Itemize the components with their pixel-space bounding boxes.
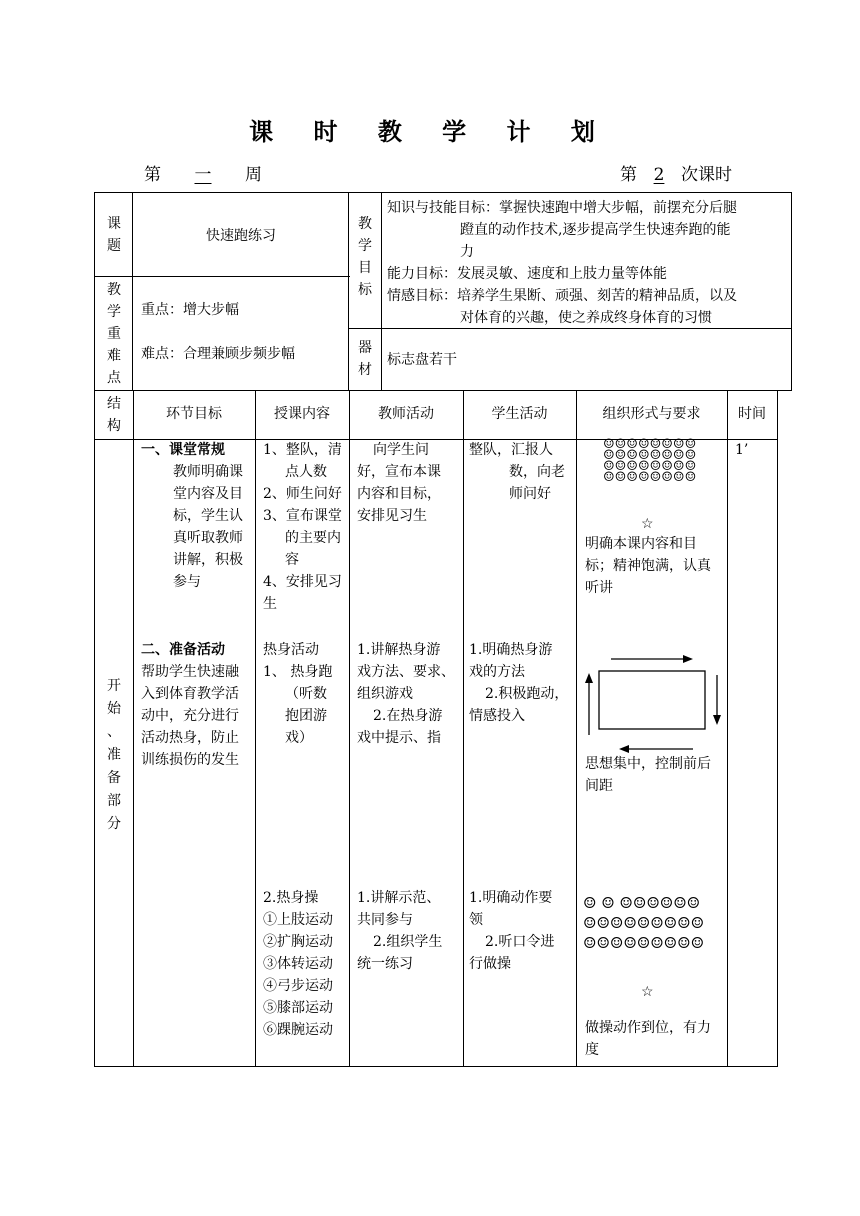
keypoint-text: 重点：增大步幅 <box>141 302 239 318</box>
part3-teacher: 1.讲解示范、 共同参与 2.组织学生 统一练习 <box>357 890 443 972</box>
goals-label: 教 学 目 标 <box>358 216 372 298</box>
part1-time: 1’ <box>735 442 749 458</box>
equipment-label-cell <box>349 329 382 391</box>
week-prefix: 第 <box>144 165 161 185</box>
part1-org-text: 明确本课内容和目 标；精神饱满，认真 听讲 <box>585 536 711 596</box>
part3-content: 2.热身操 ①上肢运动 ②扩胸运动 ③体转运动 ④弓步运动 ⑤膝部运动 ⑥踝腕运动 <box>263 890 333 1038</box>
topic-label: 课 题 <box>107 216 121 254</box>
equipment-label: 器 材 <box>358 340 372 378</box>
keypoints-label-cell <box>95 277 133 391</box>
part2-content: 热身活动 1、 热身跑 （听数 抱团游 戏） <box>263 642 333 746</box>
arrow-icon <box>583 647 725 759</box>
equipment-cell <box>382 329 792 391</box>
part2-org-text: 思想集中，控制前后 间距 <box>585 756 711 794</box>
week-suffix: 周 <box>245 165 262 185</box>
difficulty-text: 难点：合理兼顾步频步幅 <box>141 346 295 362</box>
col-org: 组织形式与要求 <box>602 406 701 422</box>
activity-table <box>94 390 778 1067</box>
col-time: 时间 <box>738 406 766 422</box>
goal-emotion-1: 情感目标：培养学生果断、顽强、刻苦的精神品质，以及 <box>387 288 737 304</box>
lesson-suffix: 次课时 <box>681 165 732 185</box>
star-icon: ☆ <box>641 516 654 532</box>
topic-cell <box>133 193 349 277</box>
part3-org-text: 做操动作到位，有力 度 <box>585 1020 711 1058</box>
equipment-value: 标志盘若干 <box>387 352 457 368</box>
part1-goal: 教师明确课 堂内容及目 标，学生认 真听取教师 讲解，积极 参与 <box>173 464 243 590</box>
part1-heading: 一、课堂常规 <box>141 442 225 458</box>
keypoints-label: 教 学 重 难 点 <box>107 282 121 386</box>
week-value: 一 <box>194 165 212 185</box>
lesson-prefix: 第 <box>620 165 637 185</box>
goal-ability: 能力目标：发展灵敏、速度和上肢力量等体能 <box>387 266 667 282</box>
topic-value: 快速跑练习 <box>206 228 276 244</box>
part2-heading: 二、准备活动 <box>141 642 225 658</box>
part1-student: 整队，汇报人 数，向老 师问好 <box>469 442 565 502</box>
lesson-plan-table <box>94 192 792 391</box>
part3-student: 1.明确动作要 领 2.听口令进 行做操 <box>469 890 555 972</box>
goal-skill-2: 蹬直的动作技术,逐步提高学生快速奔跑的能 <box>460 222 731 238</box>
col-student: 学生活动 <box>491 406 548 422</box>
goal-emotion-2: 对体育的兴趣，使之养成终身体育的习惯 <box>460 310 712 326</box>
week-line <box>144 160 262 185</box>
col-structure: 结 构 <box>107 396 121 434</box>
keypoints-cell <box>133 277 349 391</box>
col-segment: 环节目标 <box>166 406 222 422</box>
goals-label-cell <box>349 193 382 329</box>
col-teacher: 教师活动 <box>378 406 434 422</box>
topic-label-cell <box>95 193 133 277</box>
part2-goal: 帮助学生快速融 入到体育教学活 动中，充分进行 活动热身，防止 训练损伤的发生 <box>141 664 239 768</box>
part1-teacher: 向学生问 好，宣布本课 内容和目标， 安排见习生 <box>357 442 441 524</box>
page-title: 课 时 教 学 计 划 <box>249 117 611 146</box>
part1-content: 1、整队，清 点人数 2、师生问好 3、宣布课堂 的主要内 容 4、安排见习 生 <box>263 442 342 612</box>
goal-skill-3: 力 <box>460 244 474 260</box>
goals-cell <box>382 193 792 329</box>
lesson-value: 2 <box>653 165 665 185</box>
smiley-icon: ☺☺☺☺☺☺☺☺ ☺☺☺☺☺☺☺☺ ☺☺☺☺☺☺☺☺ ☺☺☺☺☺☺☺☺ <box>603 437 697 485</box>
part2-teacher: 1.讲解热身游 戏方法、要求、 组织游戏 2.在热身游 戏中提示、指 <box>357 642 455 746</box>
section-label: 开 始 、 准 备 部 分 <box>107 678 121 832</box>
part2-student: 1.明确热身游 戏的方法 2.积极跑动， 情感投入 <box>469 642 569 724</box>
col-content: 授课内容 <box>274 406 330 422</box>
goal-skill-1: 知识与技能目标：掌握快速跑中增大步幅，前摆充分后腿 <box>387 200 737 216</box>
lesson-line <box>620 160 732 185</box>
smiley-icon: ☺ ☺ ☺☺☺☺☺☺ ☺☺☺☺☺☺☺☺☺ ☺☺☺☺☺☺☺☺☺ <box>583 894 705 952</box>
star-icon: ☆ <box>641 984 654 1000</box>
